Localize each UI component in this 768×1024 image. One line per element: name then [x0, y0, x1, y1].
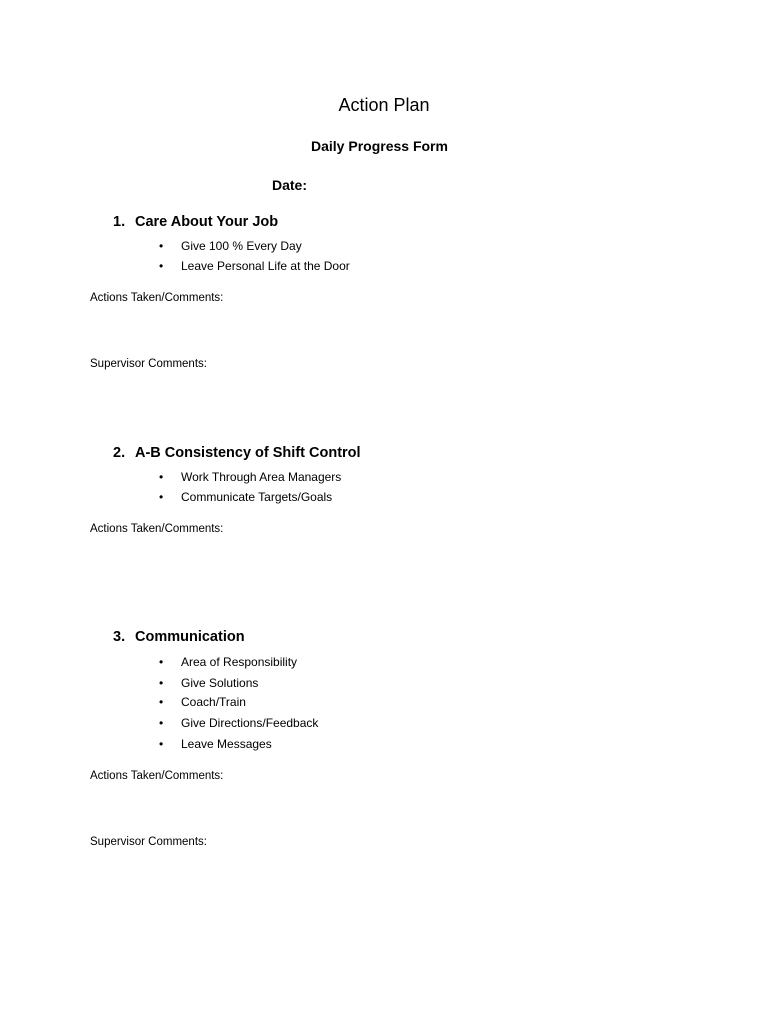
- section-heading-2: [113, 445, 361, 461]
- section-title: A-B Consistency of Shift Control: [135, 445, 361, 461]
- section-heading-3: [113, 629, 245, 645]
- list-item: • Area of Responsibility: [159, 655, 298, 669]
- list-item: • Give Directions/Feedback: [159, 716, 319, 730]
- section-heading-1: [113, 214, 278, 230]
- list-item: • Give 100 % Every Day: [159, 239, 302, 253]
- bullet-icon: •: [159, 470, 164, 484]
- list-item: • Work Through Area Managers: [159, 470, 342, 484]
- section-title: Communication: [135, 629, 245, 645]
- form-subtitle: Daily Progress Form: [311, 138, 448, 154]
- bullet-icon: •: [159, 695, 164, 709]
- bullet-icon: •: [159, 737, 164, 751]
- bullet-icon: •: [159, 259, 164, 273]
- bullet-icon: •: [159, 676, 164, 690]
- list-item: • Communicate Targets/Goals: [159, 490, 333, 504]
- list-item: • Leave Messages: [159, 737, 272, 751]
- bullet-icon: •: [159, 239, 164, 253]
- bullet-icon: •: [159, 490, 164, 504]
- page-title: Action Plan: [338, 95, 430, 115]
- section-title: Care About Your Job: [135, 214, 279, 230]
- date-label: Date:: [272, 177, 308, 193]
- bullet-icon: •: [159, 716, 164, 730]
- section-number: 3.: [113, 629, 126, 645]
- section-number: 2.: [113, 445, 126, 461]
- supervisor-comments-label: Supervisor Comments:: [90, 836, 207, 848]
- supervisor-comments-label: Supervisor Comments:: [90, 358, 207, 370]
- actions-taken-label: Actions Taken/Comments:: [90, 523, 224, 535]
- list-item: • Coach/Train: [159, 695, 246, 709]
- bullet-icon: •: [159, 655, 164, 669]
- actions-taken-label: Actions Taken/Comments:: [90, 292, 224, 304]
- actions-taken-label: Actions Taken/Comments:: [90, 770, 224, 782]
- list-item: • Give Solutions: [159, 676, 259, 690]
- list-item: • Leave Personal Life at the Door: [159, 259, 350, 273]
- section-number: 1.: [113, 214, 126, 230]
